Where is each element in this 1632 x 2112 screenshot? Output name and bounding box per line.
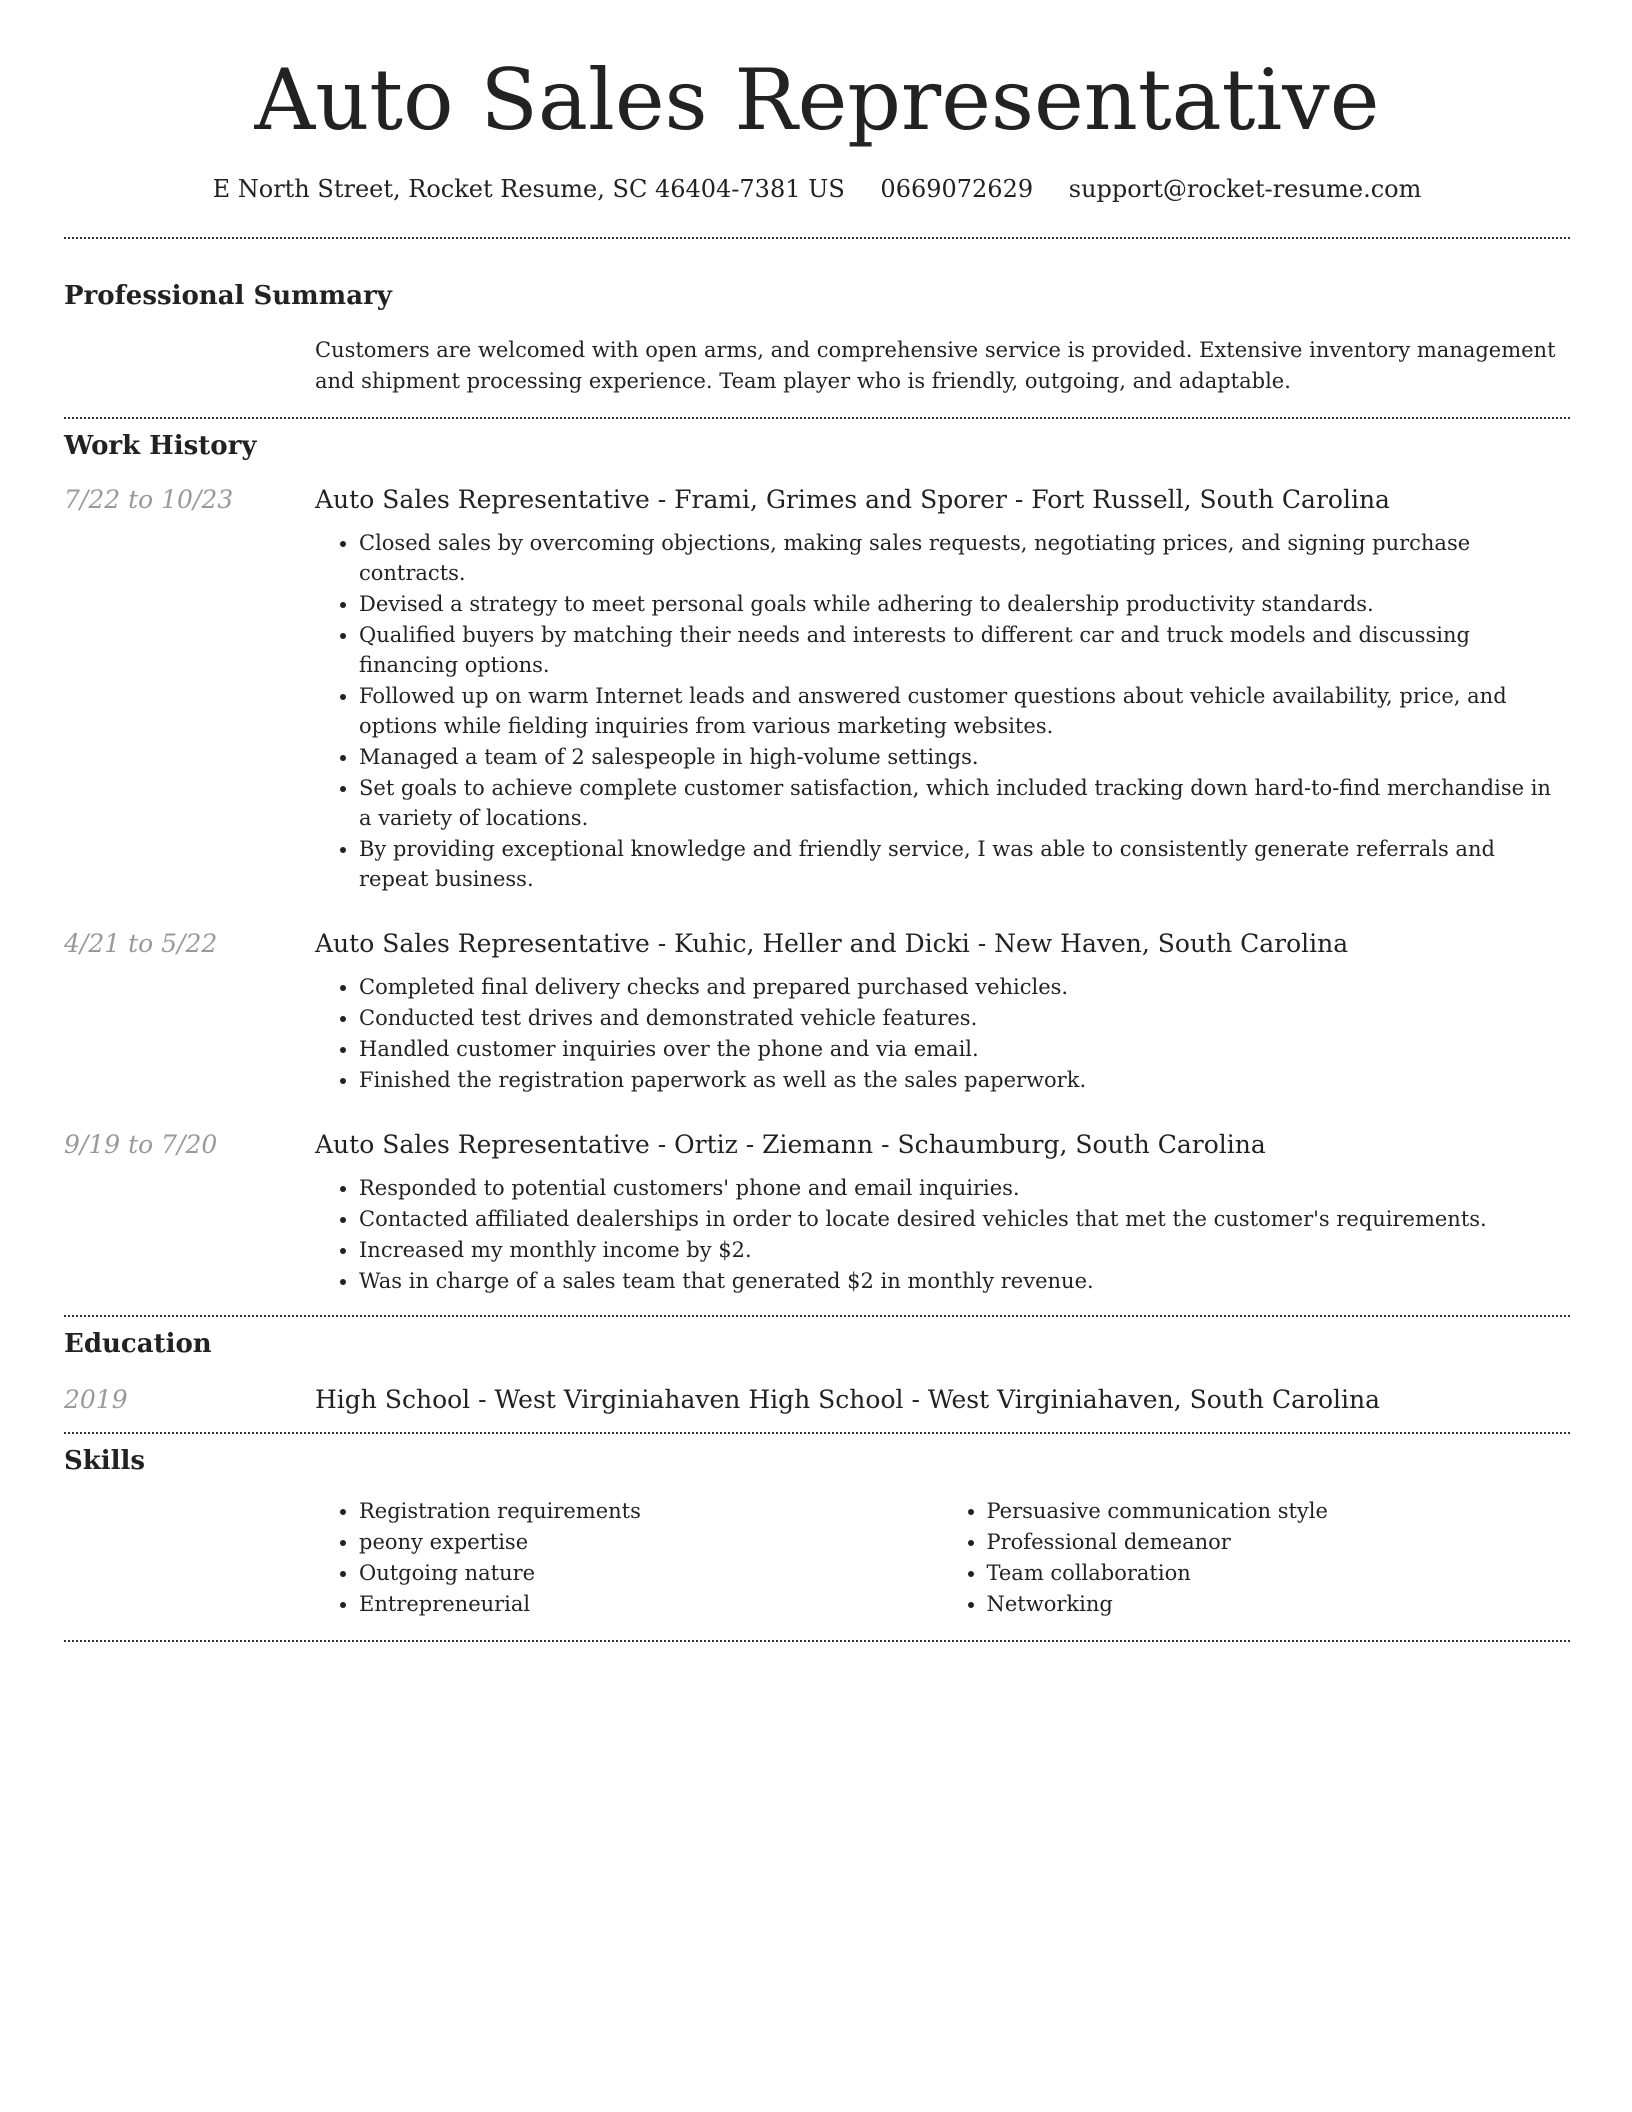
skills-section: [64, 1446, 1570, 1620]
skill-item: • Registration requirements: [359, 1496, 943, 1526]
summary-row: [64, 311, 1570, 397]
phone: 0669072629: [880, 174, 1034, 203]
skill-item: • Outgoing nature: [359, 1558, 943, 1588]
list-item: • Finished the registration paperwork as well as the sales paperwork.: [359, 1065, 1570, 1095]
skill-item: • Team collaboration: [987, 1558, 1571, 1588]
skill-item: • Persuasive communication style: [987, 1496, 1571, 1526]
skills-column-right: [943, 1496, 1571, 1620]
skills-row: [64, 1476, 1570, 1620]
skill-item: • Networking: [987, 1589, 1571, 1619]
job-dates: 4/21 to 5/22: [64, 928, 218, 958]
job-entry: [64, 929, 1570, 1096]
list-item: • Devised a strategy to meet personal goals while adhering to dealership productivity standards.: [359, 589, 1570, 619]
skill-item: • Entrepreneurial: [359, 1589, 943, 1619]
list-item: • Closed sales by overcoming objections, making sales requests, negotiating prices, and signing purchase contracts.: [359, 528, 1570, 588]
divider: [64, 417, 1570, 419]
list-item: • Was in charge of a sales team that generated $2 in monthly revenue.: [359, 1266, 1570, 1296]
job-entry: [64, 1130, 1570, 1297]
job-dates: 7/22 to 10/23: [64, 484, 234, 514]
list-item: • Followed up on warm Internet leads and answered customer questions about vehicle availability, price, and options while fielding inquiries from various marketing websites.: [359, 681, 1570, 741]
job-title: Auto Sales Representative - Ortiz - Ziemann - Schaumburg, South Carolina: [315, 1129, 1266, 1159]
summary-left-spacer: [64, 311, 315, 397]
job-title: Auto Sales Representative - Kuhic, Heller and Dicki - New Haven, South Carolina: [315, 928, 1349, 958]
skills-left-spacer: [64, 1476, 315, 1620]
list-item: • Contacted affiliated dealerships in order to locate desired vehicles that met the customer's requirements.: [359, 1204, 1570, 1234]
job-title: Auto Sales Representative - Frami, Grimes and Sporer - Fort Russell, South Carolina: [315, 484, 1390, 514]
section-title-skills: Skills: [64, 1445, 146, 1476]
section-title-summary: Professional Summary: [64, 280, 392, 311]
divider: [64, 1640, 1570, 1642]
divider: [64, 237, 1570, 239]
skills-grid: [315, 1496, 1570, 1620]
education-text: High School - West Virginiahaven High School - West Virginiahaven, South Carolina: [315, 1384, 1381, 1414]
section-title-education: Education: [64, 1328, 212, 1359]
list-item: • By providing exceptional knowledge and friendly service, I was able to consistently generate referrals and repeat business.: [359, 834, 1570, 894]
summary-text: Customers are welcomed with open arms, and comprehensive service is provided. Extensive inventory management and shipment processing experience. Team player who is friendly, outgoing, and adaptable.: [315, 337, 1556, 393]
skills-list-left: [359, 1496, 943, 1619]
list-item: • Qualified buyers by matching their needs and interests to different car and truck models and discussing financing options.: [359, 620, 1570, 680]
email: support@rocket-resume.com: [1068, 174, 1422, 203]
job-entry: [64, 485, 1570, 895]
address: E North Street, Rocket Resume, SC 46404-7381 US: [212, 174, 845, 203]
summary-section: [64, 281, 1570, 397]
list-item: • Conducted test drives and demonstrated vehicle features.: [359, 1003, 1570, 1033]
divider: [64, 1315, 1570, 1317]
work-history-section: [64, 431, 1570, 1297]
education-entry: [64, 1385, 1570, 1414]
skills-column-left: [315, 1496, 943, 1620]
list-item: • Completed final delivery checks and prepared purchased vehicles.: [359, 972, 1570, 1002]
education-section: [64, 1329, 1570, 1414]
job-bullets: [359, 528, 1570, 894]
section-title-work: Work History: [64, 430, 257, 461]
education-year: 2019: [64, 1384, 128, 1414]
list-item: • Increased my monthly income by $2.: [359, 1235, 1570, 1265]
job-dates: 9/19 to 7/20: [64, 1129, 218, 1159]
skill-item: • Professional demeanor: [987, 1527, 1571, 1557]
resume-page: [64, 0, 1570, 1642]
list-item: • Set goals to achieve complete customer satisfaction, which included tracking down hard-to-find merchandise in a variety of locations.: [359, 773, 1570, 833]
list-item: • Handled customer inquiries over the phone and via email.: [359, 1034, 1570, 1064]
skill-item: • peony expertise: [359, 1527, 943, 1557]
contact-line: [64, 175, 1570, 203]
list-item: • Managed a team of 2 salespeople in high-volume settings.: [359, 742, 1570, 772]
job-bullets: [359, 972, 1570, 1095]
divider: [64, 1432, 1570, 1434]
job-bullets: [359, 1173, 1570, 1296]
candidate-name: Auto Sales Representative: [254, 51, 1380, 149]
list-item: • Responded to potential customers' phone and email inquiries.: [359, 1173, 1570, 1203]
skills-list-right: [987, 1496, 1571, 1619]
